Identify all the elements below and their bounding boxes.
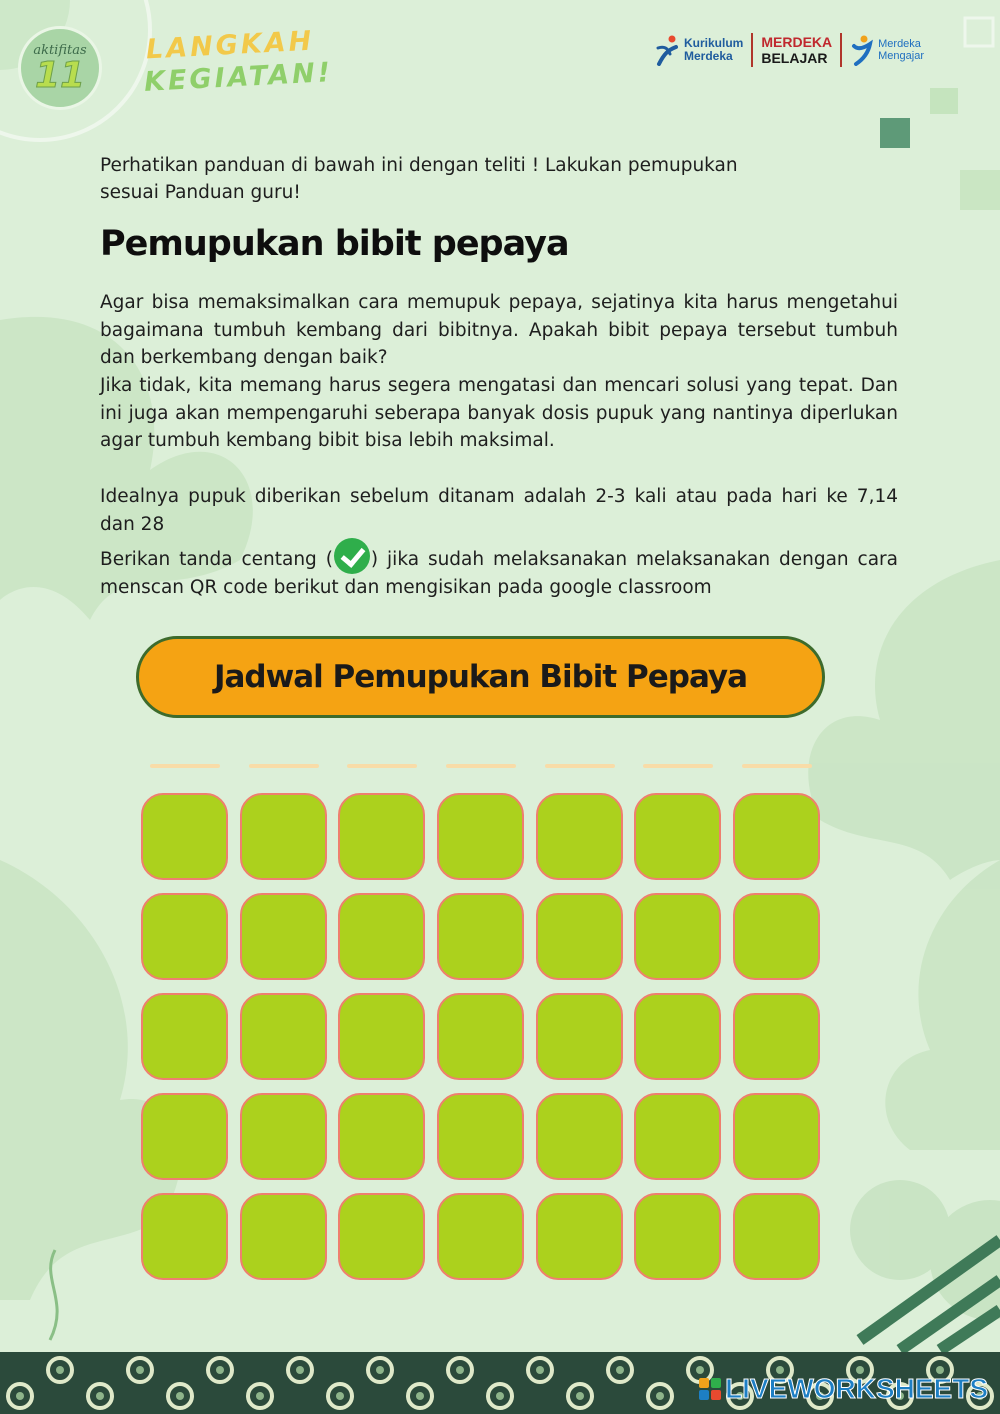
schedule-checkbox-cell[interactable]	[634, 993, 721, 1080]
day-header-line	[347, 764, 417, 768]
schedule-checkbox-cell[interactable]	[141, 993, 228, 1080]
kurikulum-text-2: Merdeka	[684, 49, 733, 63]
partner-logos	[656, 30, 924, 70]
schedule-checkbox-cell[interactable]	[536, 893, 623, 980]
schedule-checkbox-cell[interactable]	[141, 793, 228, 880]
schedule-checkbox-cell[interactable]	[536, 793, 623, 880]
schedule-checkbox-cell[interactable]	[141, 1093, 228, 1180]
day-header-line	[150, 764, 220, 768]
batik-dot	[416, 1392, 424, 1400]
schedule-checkbox-cell[interactable]	[141, 1193, 228, 1280]
schedule-checkbox-cell[interactable]	[733, 893, 820, 980]
schedule-checkbox-cell[interactable]	[240, 993, 327, 1080]
batik-dot	[496, 1392, 504, 1400]
batik-dot	[456, 1366, 464, 1374]
logo-divider	[751, 33, 753, 67]
checkmark-icon	[334, 538, 370, 574]
day-header-line	[545, 764, 615, 768]
batik-dot	[16, 1392, 24, 1400]
kurikulum-text-1: Kurikulum	[684, 36, 744, 50]
schedule-checkbox-cell[interactable]	[437, 1093, 524, 1180]
schedule-banner	[136, 636, 825, 718]
batik-dot	[376, 1366, 384, 1374]
activity-label: aktifitas	[33, 42, 87, 58]
schedule-checkbox-cell[interactable]	[338, 993, 425, 1080]
schedule-checkbox-cell[interactable]	[338, 1193, 425, 1280]
schedule-checkbox-cell[interactable]	[733, 1193, 820, 1280]
batik-dot	[256, 1392, 264, 1400]
schedule-checkbox-cell[interactable]	[634, 1193, 721, 1280]
schedule-checkbox-cell[interactable]	[437, 1193, 524, 1280]
schedule-checkbox-cell[interactable]	[437, 993, 524, 1080]
paragraph-4	[100, 538, 898, 602]
intro-instruction: Perhatikan panduan di bawah ini dengan teliti ! Lakukan pemupukan sesuai Panduan guru!	[100, 155, 738, 203]
schedule-checkbox-cell[interactable]	[141, 893, 228, 980]
activity-number: 11	[34, 54, 86, 96]
logo-divider-2	[840, 33, 842, 67]
schedule-banner-title: Jadwal Pemupukan Bibit Pepaya	[213, 659, 748, 695]
batik-dot	[576, 1392, 584, 1400]
mengajar-text-1: Merdeka	[878, 38, 921, 50]
day-header-lines	[150, 764, 812, 768]
schedule-checkbox-cell[interactable]	[338, 893, 425, 980]
merdeka-text: MERDEKA	[761, 34, 833, 50]
kurikulum-merdeka-logo	[656, 34, 743, 66]
schedule-checkbox-cell[interactable]	[437, 793, 524, 880]
batik-dot	[656, 1392, 664, 1400]
batik-dot	[336, 1392, 344, 1400]
heading-kegiatan: KEGIATAN!	[143, 57, 334, 98]
schedule-grid	[141, 793, 820, 1280]
kurikulum-swirl-icon	[656, 34, 680, 66]
schedule-checkbox-cell[interactable]	[240, 793, 327, 880]
schedule-checkbox-cell[interactable]	[733, 993, 820, 1080]
merdeka-mengajar-logo	[850, 34, 924, 66]
batik-dot	[216, 1366, 224, 1374]
paragraph-3: Idealnya pupuk diberikan sebelum ditanam adalah 2-3 kali atau pada hari ke 7,14 dan 28	[100, 486, 898, 535]
schedule-checkbox-cell[interactable]	[437, 893, 524, 980]
batik-dot	[56, 1366, 64, 1374]
schedule-checkbox-cell[interactable]	[733, 1093, 820, 1180]
day-header-line	[643, 764, 713, 768]
schedule-checkbox-cell[interactable]	[240, 1193, 327, 1280]
batik-dot	[616, 1366, 624, 1374]
page-title: Pemupukan bibit pepaya	[100, 224, 569, 264]
mengajar-figure-icon	[850, 34, 874, 66]
day-header-line	[446, 764, 516, 768]
day-header-line	[249, 764, 319, 768]
schedule-checkbox-cell[interactable]	[338, 793, 425, 880]
paragraph-4-end: ) jika sudah melaksanakan melaksanakan dengan cara menscan QR code berikut dan mengisikan pada google classroom	[100, 549, 898, 598]
schedule-checkbox-cell[interactable]	[240, 1093, 327, 1180]
liveworksheets-watermark	[699, 1373, 988, 1405]
heading-langkah: LANGKAH	[145, 25, 315, 66]
schedule-checkbox-cell[interactable]	[634, 793, 721, 880]
day-header-line	[742, 764, 812, 768]
belajar-text: BELAJAR	[761, 50, 828, 66]
merdeka-belajar-logo	[761, 34, 832, 66]
paragraph-2: Jika tidak, kita memang harus segera mengatasi dan mencari solusi yang tepat. Dan ini juga akan mempengaruhi seberapa banyak dosis pupuk yang nantinya diperlukan agar tumbuh kembang bibit bisa lebih maksimal.	[100, 375, 898, 451]
schedule-checkbox-cell[interactable]	[338, 1093, 425, 1180]
schedule-checkbox-cell[interactable]	[733, 793, 820, 880]
schedule-checkbox-cell[interactable]	[536, 993, 623, 1080]
batik-dot	[536, 1366, 544, 1374]
batik-dot	[136, 1366, 144, 1374]
paragraph-4-start: Berikan tanda centang (	[100, 549, 333, 570]
schedule-checkbox-cell[interactable]	[634, 893, 721, 980]
schedule-checkbox-cell[interactable]	[240, 893, 327, 980]
mengajar-text-2: Mengajar	[878, 50, 924, 62]
liveworksheets-text: LIVEWORKSHEETS	[725, 1373, 988, 1404]
schedule-checkbox-cell[interactable]	[634, 1093, 721, 1180]
paragraph-1: Agar bisa memaksimalkan cara memupuk pepaya, sejatinya kita harus mengetahui bagaimana tumbuh kembang dari bibitnya. Apakah bibit pepaya tersebut tumbuh dan berkembang dengan baik?	[100, 292, 898, 368]
batik-dot	[176, 1392, 184, 1400]
liveworksheets-logo-icon	[699, 1378, 721, 1400]
batik-dot	[96, 1392, 104, 1400]
batik-dot	[296, 1366, 304, 1374]
schedule-checkbox-cell[interactable]	[536, 1193, 623, 1280]
activity-badge	[18, 26, 102, 110]
schedule-checkbox-cell[interactable]	[536, 1093, 623, 1180]
